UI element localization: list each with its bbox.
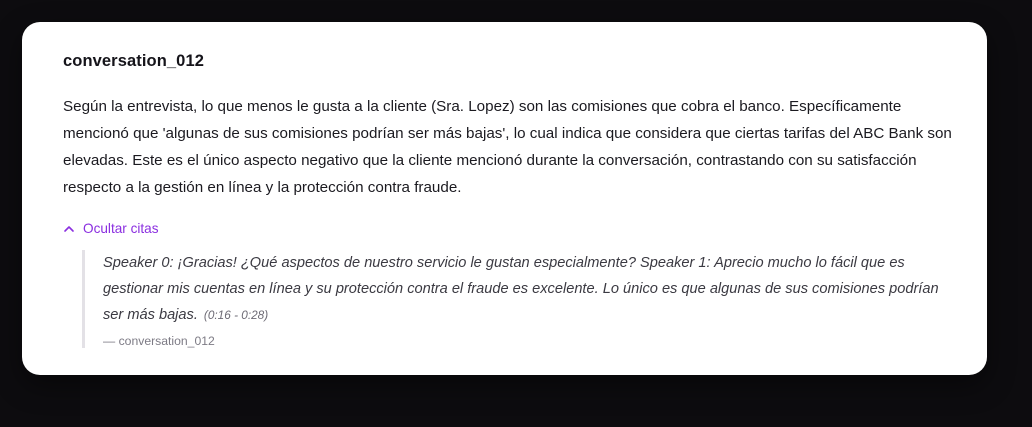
toggle-citations-label: Ocultar citas <box>83 221 159 236</box>
citation-text <box>103 250 959 328</box>
citation-timestamp: (0:16 - 0:28) <box>203 308 269 322</box>
citation-transcript: Speaker 0: ¡Gracias! ¿Qué aspectos de nuestro servicio le gustan especialmente? Speaker 1: Aprecio mucho lo fácil que es gestionar mis cuentas en línea y su protección contra el fraude es excelente. Lo único es que algunas de sus comisiones podrían ser más bajas. <box>103 255 939 323</box>
page-title: conversation_012 <box>63 52 205 70</box>
citation-source: — conversation_012 <box>103 334 215 348</box>
toggle-citations-button[interactable] <box>63 221 159 236</box>
summary-text: Según la entrevista, lo que menos le gusta a la cliente (Sra. Lopez) son las comisiones que cobra el banco. Específicamente mencionó que 'algunas de sus comisiones podrían ser más bajas', lo cual indica que considera que ciertas tarifas del ABC Bank son elevadas. Este es el único aspecto negativo que la cliente mencionó durante la conversación, contrastando con su satisfacción respecto a la gestión en línea y la protección contra fraude. <box>63 98 952 196</box>
citation-quote-block <box>82 250 959 348</box>
conversation-result-card <box>22 22 987 375</box>
chevron-up-icon <box>63 223 75 235</box>
